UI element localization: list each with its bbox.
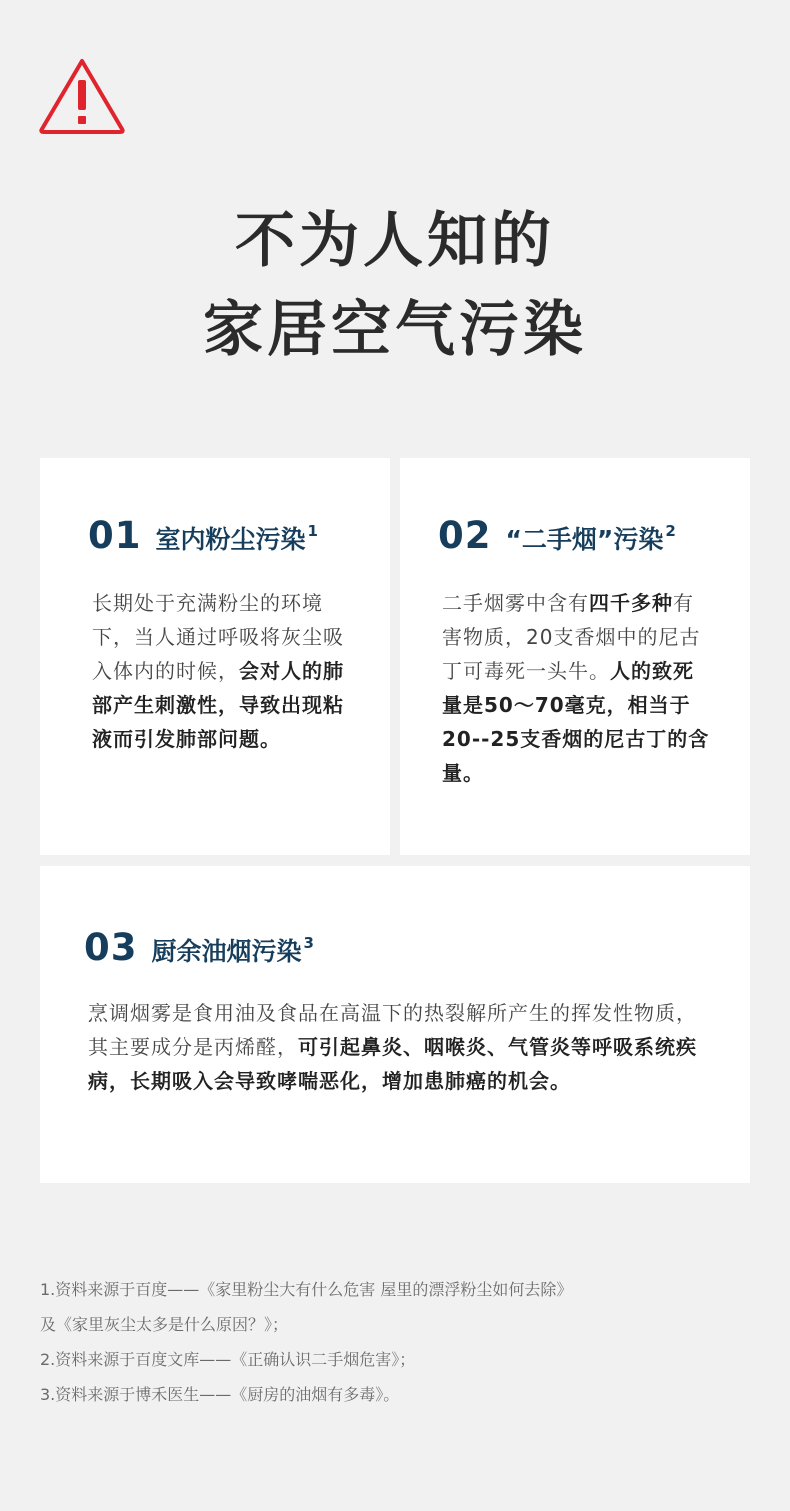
card-title: 室内粉尘污染	[155, 525, 306, 554]
reference-line: 及《家里灰尘太多是什么原因？》；	[40, 1315, 289, 1334]
reference-line: 3.资料来源于博禾医生——《厨房的油烟有多毒》。	[40, 1385, 400, 1404]
footnote-ref: 3	[303, 934, 314, 952]
footnote-ref: 2	[665, 522, 676, 540]
body-text-bold: 四千多种	[589, 591, 673, 615]
body-text-bold: 人的致死量是50～70毫克，相当于20--25支香烟的尼古丁的含量。	[442, 659, 710, 785]
card-number: 03	[84, 926, 138, 969]
card-body	[88, 996, 708, 1098]
references	[40, 1272, 760, 1412]
card-title: 厨余油烟污染	[151, 937, 302, 966]
body-text: 有害物质，20支香烟中的尼古丁可毒死一头牛。	[442, 591, 701, 683]
card-kitchen-fumes	[40, 866, 750, 1183]
card-secondhand-smoke	[400, 458, 750, 855]
card-body	[442, 586, 712, 790]
body-text-bold: 会对人的肺部产生刺激性，导致出现粘液而引发肺部问题。	[92, 659, 344, 751]
page-title-line1: 不为人知的	[235, 206, 555, 276]
body-text: 烹调烟雾是食用油及食品在高温下的热裂解所产生的挥发性物质，其主要成分是丙烯醛，	[88, 1001, 697, 1059]
card-body	[92, 586, 352, 756]
body-text: 长期处于充满粉尘的环境下，当人通过呼吸将灰尘吸入体内的时候，	[92, 591, 344, 683]
warning-icon	[38, 56, 126, 136]
card-heading	[84, 926, 314, 969]
reference-line: 2.资料来源于百度文库——《正确认识二手烟危害》；	[40, 1350, 416, 1369]
card-heading	[88, 514, 318, 557]
page-title-line2: 家居空气污染	[203, 295, 587, 365]
card-number: 01	[88, 514, 142, 557]
card-indoor-dust	[40, 458, 390, 855]
card-heading	[438, 514, 676, 557]
body-text-bold: 可引起鼻炎、咽喉炎、气管炎等呼吸系统疾病，长期吸入会导致哮喘恶化，增加患肺癌的机会。	[88, 1035, 697, 1093]
card-title: “二手烟”污染	[505, 525, 664, 554]
card-number: 02	[438, 514, 492, 557]
body-text: 二手烟雾中含有	[442, 591, 589, 615]
reference-line: 1.资料来源于百度——《家里粉尘大有什么危害 屋里的漂浮粉尘如何去除》	[40, 1280, 573, 1299]
footnote-ref: 1	[307, 522, 318, 540]
